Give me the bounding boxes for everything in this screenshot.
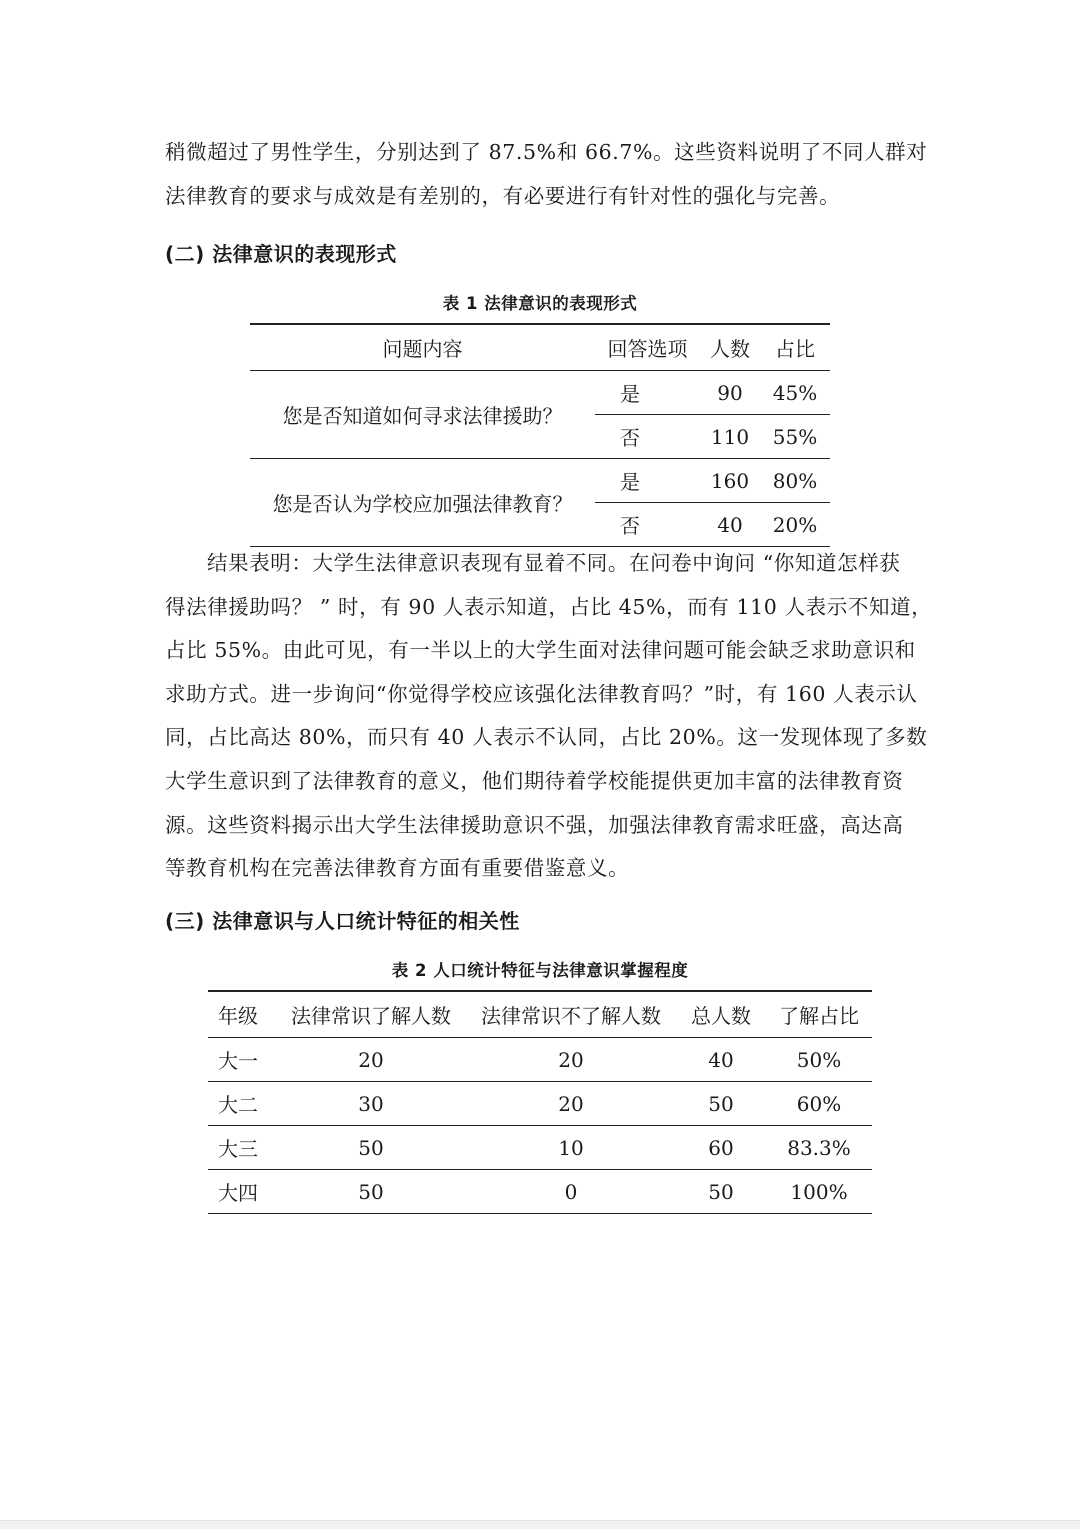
table2-header-total: 总人数 (676, 991, 766, 1038)
results-line: 占比 55%。由此可见，有一半以上的大学生面对法律问题可能会缺乏求助意识和 (165, 638, 916, 663)
table1-pct: 20% (760, 503, 830, 547)
table2-unknown: 20 (466, 1038, 676, 1082)
table-row (250, 459, 830, 503)
table1-option: 是 (620, 382, 640, 406)
table2-total: 40 (676, 1038, 766, 1082)
table2-header-grade: 年级 (208, 991, 276, 1038)
table2-grade: 大三 (208, 1126, 276, 1170)
table1-option: 是 (620, 470, 640, 494)
table-row (208, 1126, 872, 1170)
results-line: 结果表明：大学生法律意识表现有显着不同。在问卷中询问 “你知道怎样获 (207, 551, 901, 575)
table1-pct: 80% (772, 468, 818, 493)
table1-pct: 45% (772, 380, 818, 405)
table1-count: 40 (700, 503, 760, 547)
table1-pct: 55% (760, 415, 830, 459)
results-line: 求助方式。进一步询问“你觉得学校应该强化法律教育吗？”时，有 160 人表示认 (165, 681, 918, 706)
table2-unknown: 0 (564, 1179, 578, 1204)
section-heading-3: (三) 法律意识与人口统计特征的相关性 (165, 909, 520, 933)
table1-question: 您是否认为学校应加强法律教育？ (272, 492, 573, 516)
table2-header-unknown: 法律常识不了解人数 (466, 991, 676, 1038)
table1 (250, 323, 830, 547)
results-line: 大学生意识到了法律教育的意义，他们期待着学校能提供更加丰富的法律教育资 (165, 768, 904, 793)
table2-know: 30 (276, 1082, 466, 1126)
table2-know: 50 (276, 1126, 466, 1170)
table2-grade: 大二 (208, 1082, 276, 1126)
table1-header-option: 回答选项 (595, 324, 700, 371)
table2-ratio: 50% (766, 1038, 872, 1082)
results-line: 等教育机构在完善法律教育方面有重要借鉴意义。 (165, 856, 630, 881)
table1-header-row (250, 324, 830, 371)
table1-count: 90 (717, 380, 743, 405)
table1-question: 您是否知道如何寻求法律援助？ (250, 371, 595, 459)
table2-unknown: 10 (466, 1126, 676, 1170)
table2-total: 50 (708, 1179, 734, 1204)
table1-header-question: 问题内容 (250, 324, 595, 371)
intro-line: 法律教育的要求与成效是有差别的，有必要进行有针对性的强化与完善。 (165, 183, 841, 208)
table1-header-count: 人数 (700, 324, 760, 371)
intro-paragraph (165, 131, 928, 218)
table2-grade: 大四 (218, 1181, 258, 1205)
table1-header-pct: 占比 (760, 324, 830, 371)
table2-total: 50 (676, 1082, 766, 1126)
table2-know: 50 (358, 1179, 384, 1204)
intro-line: 稍微超过了男性学生，分别达到了 87.5%和 66.7%。这些资料说明了不同人群对 (165, 140, 928, 164)
table-row (250, 371, 830, 415)
table2-total: 60 (676, 1126, 766, 1170)
table1-option: 否 (595, 415, 700, 459)
table2 (208, 990, 872, 1214)
table2-ratio: 100% (790, 1179, 848, 1204)
table2-grade: 大一 (208, 1038, 276, 1082)
table2-header-row (208, 991, 872, 1038)
results-paragraph (165, 542, 933, 891)
table2-unknown: 20 (466, 1082, 676, 1126)
table2-know: 20 (276, 1038, 466, 1082)
results-line: 得法律援助吗？ ” 时，有 90 人表示知道，占比 45%，而有 110 人表示不知道， (165, 594, 933, 619)
table-row (208, 1038, 872, 1082)
table1-count: 110 (700, 415, 760, 459)
table2-ratio: 60% (766, 1082, 872, 1126)
results-line: 源。这些资料揭示出大学生法律援助意识不强，加强法律教育需求旺盛，高达高 (165, 812, 904, 837)
table2-header-ratio: 了解占比 (766, 991, 872, 1038)
table-row (208, 1170, 872, 1214)
section-heading-2: (二) 法律意识的表现形式 (165, 242, 397, 266)
table-row (208, 1082, 872, 1126)
table1-caption: 表 1 法律意识的表现形式 (442, 294, 638, 313)
results-line: 同，占比高达 80%，而只有 40 人表示不认同，占比 20%。这一发现体现了多数 (165, 725, 928, 750)
table1-option: 否 (595, 503, 700, 547)
table1-count: 160 (710, 468, 750, 493)
table2-caption: 表 2 人口统计特征与法律意识掌握程度 (391, 961, 689, 980)
table2-ratio: 83.3% (766, 1126, 872, 1170)
table2-header-know: 法律常识了解人数 (276, 991, 466, 1038)
